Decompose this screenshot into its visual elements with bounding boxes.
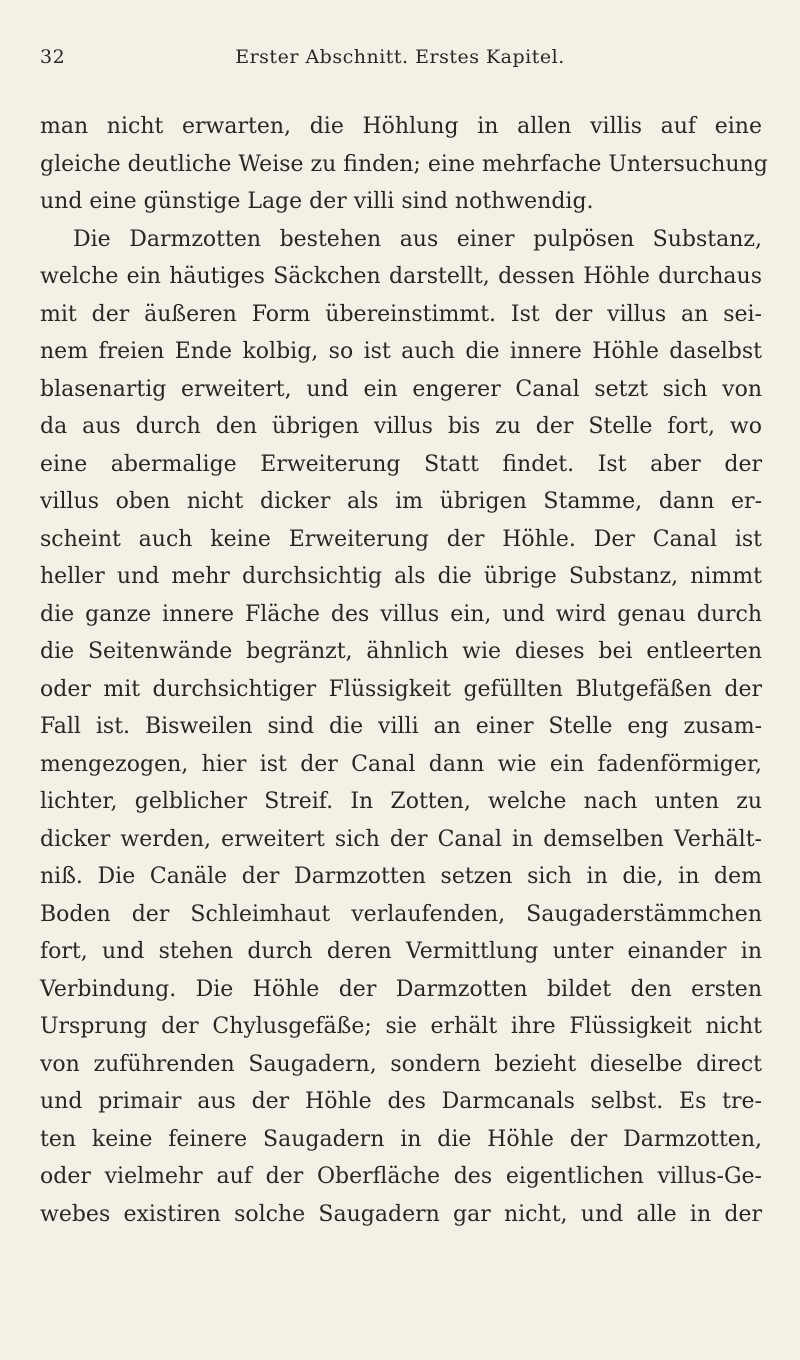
text-line: heller und mehr durchsichtig als die übrige Substanz, nimmt — [40, 564, 762, 589]
text-line: Boden der Schleimhaut verlaufenden, Saugaderstämmchen — [40, 901, 762, 927]
text-line: nem freien Ende kolbig, so ist auch die innere Höhle daselbst — [40, 339, 762, 364]
text-line: Fall ist. Bisweilen sind die villi an einer Stelle eng zusam- — [40, 714, 762, 739]
text-line: von zuführenden Saugadern, sondern bezieht dieselbe direct — [40, 1051, 762, 1077]
text-line: ten keine feinere Saugadern in die Höhle der Darmzotten, — [40, 1126, 762, 1152]
text-line: Verbindung. Die Höhle der Darmzotten bildet den ersten — [40, 976, 762, 1002]
text-line: mit der äußeren Form übereinstimmt. Ist der villus an sei- — [40, 301, 762, 327]
text-line: Die Darmzotten bestehen aus einer pulpösen Substanz, — [73, 226, 762, 252]
text-line: mengezogen, hier ist der Canal dann wie ein fadenförmiger, — [40, 751, 762, 777]
text-line: man nicht erwarten, die Höhlung in allen villis auf eine — [40, 114, 762, 139]
text-line: die Seitenwände begränzt, ähnlich wie dieses bei entleerten — [40, 639, 762, 664]
text-line: niß. Die Canäle der Darmzotten setzen sich in die, in dem — [40, 864, 762, 889]
text-line: scheint auch keine Erweiterung der Höhle. Der Canal ist — [40, 526, 762, 552]
body-text — [40, 108, 768, 1233]
text-line: fort, und stehen durch deren Vermittlung unter einander in — [40, 939, 762, 964]
running-head: Erster Abschnitt. Erstes Kapitel. — [235, 46, 565, 68]
text-line: eine abermalige Erweiterung Statt findet. Ist aber der — [40, 451, 762, 477]
text-line: oder vielmehr auf der Oberfläche des eigentlichen villus-Ge- — [40, 1164, 762, 1189]
text-line: lichter, gelblicher Streif. In Zotten, welche nach unten zu — [40, 789, 762, 814]
text-line: blasenartig erweitert, und ein engerer Canal setzt sich von — [40, 376, 762, 402]
text-line: welche ein häutiges Säckchen darstellt, dessen Höhle durchaus — [40, 264, 762, 289]
text-line: und eine günstige Lage der villi sind nothwendig. — [40, 189, 594, 214]
text-line: und primair aus der Höhle des Darmcanals selbst. Es tre- — [40, 1089, 762, 1114]
text-line: gleiche deutliche Weise zu finden; eine mehrfache Untersuchung — [40, 151, 768, 177]
text-line: dicker werden, erweitert sich der Canal in demselben Verhält- — [40, 826, 762, 852]
text-line: villus oben nicht dicker als im übrigen Stamme, dann er- — [40, 489, 762, 514]
page-header — [40, 46, 760, 76]
text-line: da aus durch den übrigen villus bis zu der Stelle fort, wo — [40, 414, 762, 439]
text-line: die ganze innere Fläche des villus ein, und wird genau durch — [40, 601, 762, 627]
page-number: 32 — [40, 46, 66, 68]
text-line: oder mit durchsichtiger Flüssigkeit gefüllten Blutgefäßen der — [40, 676, 762, 702]
text-line: Ursprung der Chylusgefäße; sie erhält ihre Flüssigkeit nicht — [40, 1014, 762, 1039]
text-line: webes existiren solche Saugadern gar nicht, und alle in der — [40, 1201, 762, 1227]
